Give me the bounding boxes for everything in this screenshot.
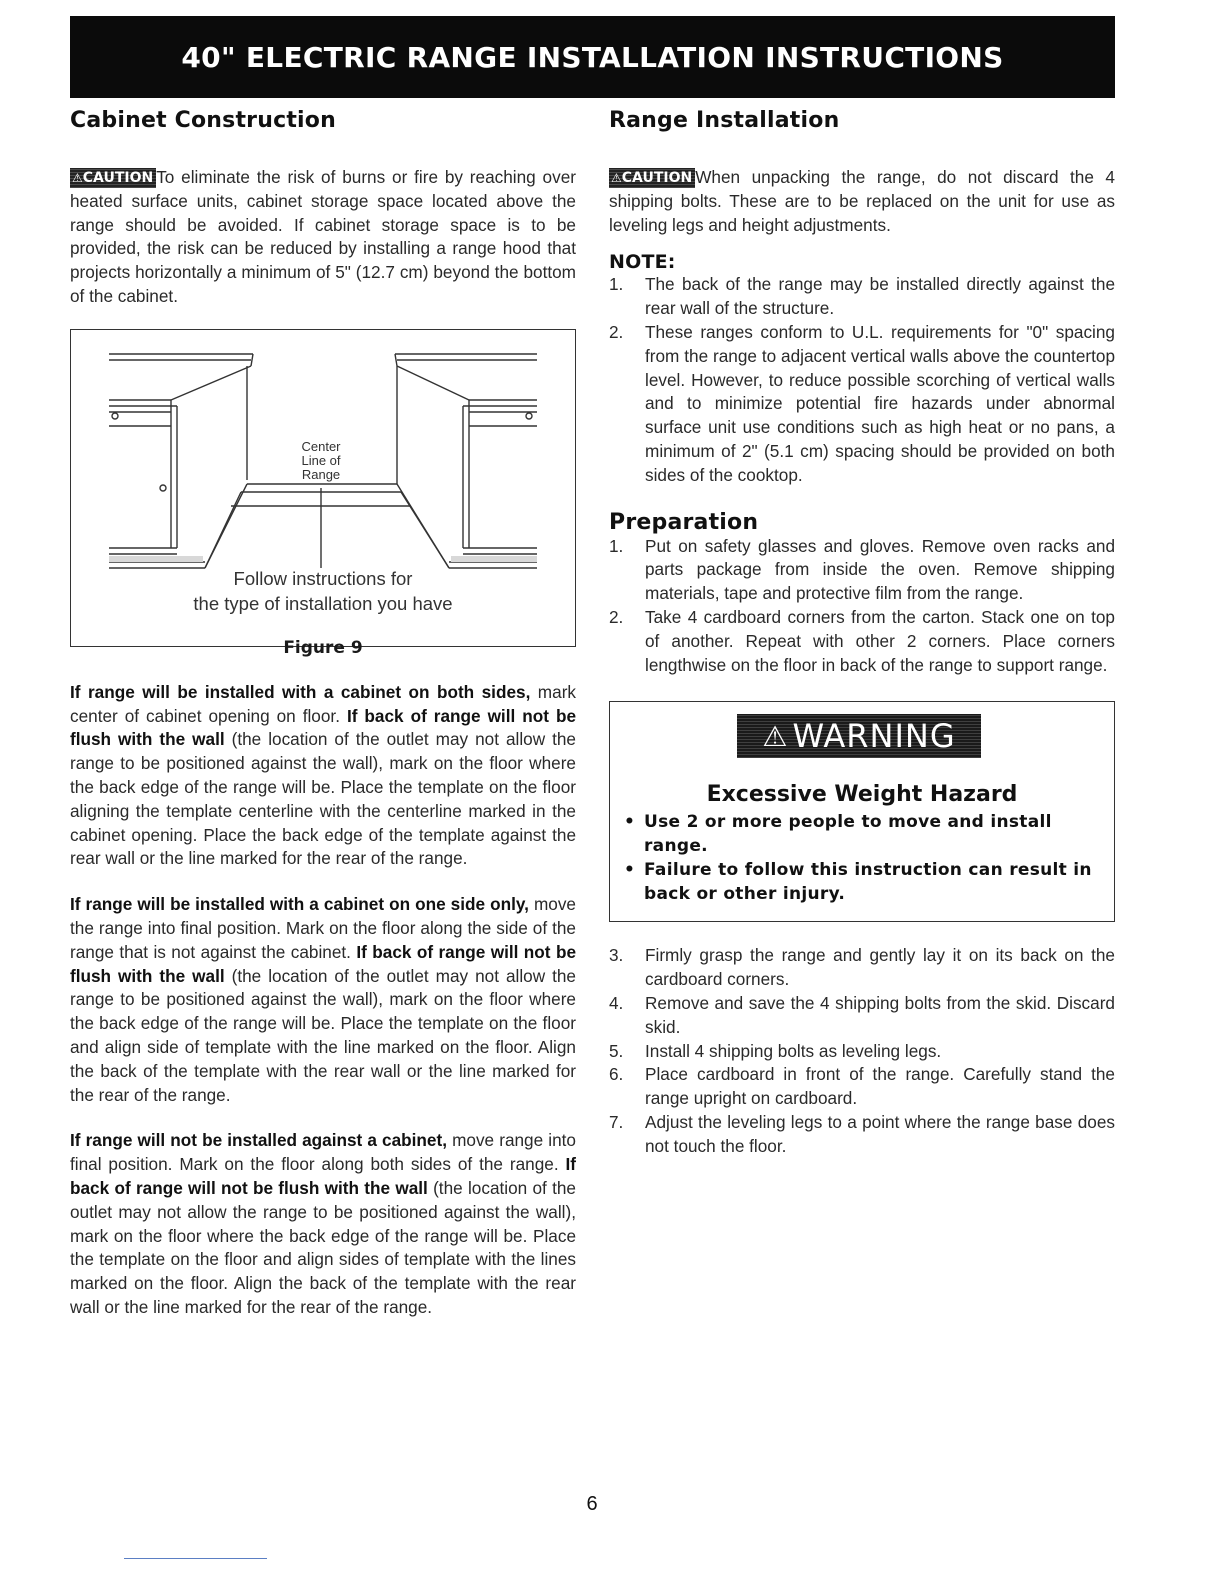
no-cabinet-paragraph <box>70 1129 576 1319</box>
cabinet-construction-section <box>70 108 576 1320</box>
cabinet-caution-text: To eliminate the risk of burns or fire by reaching over heated surface units, cabinet storage space located above the range should be avoided. If cabinet storage space is to be provided, the risk can be reduced by installing a range hood that projects horizontally a minimum of 5" (12.7 cm) beyond the bottom of the cabinet. <box>70 167 576 306</box>
bold-lead: If range will not be installed against a cabinet, <box>70 1130 447 1151</box>
warning-badge <box>737 714 981 758</box>
list-item <box>609 1040 1115 1064</box>
warning-label: WARNING <box>792 717 956 756</box>
center-line-label-3: Range <box>301 466 341 482</box>
list-item <box>609 273 1115 321</box>
list-item <box>609 992 1115 1040</box>
note-list <box>609 273 1115 487</box>
figure-caption-line-2: the type of installation you have <box>193 592 453 614</box>
list-number: 2. <box>609 321 624 342</box>
bullet-icon: • <box>624 812 636 833</box>
center-line-label-2: Line of <box>301 452 341 468</box>
warning-triangle-icon: ⚠ <box>762 719 789 753</box>
bullet-icon: • <box>624 860 636 881</box>
list-item <box>609 1063 1115 1111</box>
bold-lead: If back of range will not be flush with the wall <box>70 941 576 986</box>
warning-triangle-icon: ⚠ <box>611 171 622 185</box>
list-text: Adjust the leveling legs to a point where the range base does not touch the floor. <box>645 1111 1115 1156</box>
caution-badge <box>609 168 695 188</box>
warning-box <box>609 701 1115 922</box>
center-line-label-1: Center <box>301 438 341 454</box>
bold-lead: If range will be installed with a cabinet on one side only, <box>70 894 529 915</box>
list-text: Firmly grasp the range and gently lay it on its back on the cardboard corners. <box>645 945 1115 990</box>
list-number: 3. <box>609 945 624 966</box>
warning-title: Excessive Weight Hazard <box>706 782 1018 808</box>
list-item <box>609 944 1115 992</box>
list-text: Place cardboard in front of the range. Carefully stand the range upright on cardboard. <box>645 1064 1115 1109</box>
list-item <box>609 321 1115 488</box>
list-item <box>609 606 1115 677</box>
page-number: 6 <box>586 1493 598 1515</box>
list-number: 4. <box>609 992 624 1013</box>
list-number: 5. <box>609 1040 624 1061</box>
caution-label: CAUTION <box>82 170 154 186</box>
caution-badge <box>70 168 156 188</box>
preparation-steps-2 <box>609 944 1115 1158</box>
body-text: (the location of the outlet may not allow the range to be positioned against the wall), mark on the floor where the back edge of the range will be. Place the template on the floor aligning the template centerline with the centerline marked in the cabinet opening. Place the back edge of the template against the rear wall or the line marked for the rear of the range. <box>70 729 576 869</box>
range-installation-section <box>609 108 1115 1159</box>
list-number: 2. <box>609 606 624 627</box>
range-installation-heading: Range Installation <box>609 108 840 133</box>
figure-9-cabinet-diagram <box>70 329 576 658</box>
warning-bullets <box>624 810 1102 906</box>
cabinet-caution-paragraph <box>70 166 576 309</box>
list-text: Take 4 cardboard corners from the carton. Stack one on top of another. Repeat with other 2 corners. Place corners lengthwise on the floor in back of the range to support range. <box>645 606 1115 675</box>
warning-bullet <box>624 810 1102 858</box>
list-number: 6. <box>609 1064 624 1085</box>
list-text: The back of the range may be installed directly against the rear wall of the structure. <box>645 274 1115 319</box>
list-number: 1. <box>609 274 624 295</box>
cabinet-construction-heading: Cabinet Construction <box>70 108 336 133</box>
list-text: Install 4 shipping bolts as leveling legs. <box>645 1040 942 1061</box>
body-text: mark center of cabinet opening on floor. <box>70 681 577 726</box>
both-sides-paragraph <box>70 681 576 871</box>
list-item <box>609 535 1115 606</box>
warning-bullet-text: Use 2 or more people to move and install range. <box>644 812 1052 857</box>
warning-bullet <box>624 858 1102 906</box>
range-caution-paragraph <box>609 166 1115 237</box>
list-number: 7. <box>609 1111 624 1132</box>
warning-bullet-text: Failure to follow this instruction can result in back or other injury. <box>644 860 1092 905</box>
caution-label: CAUTION <box>621 170 693 186</box>
list-number: 1. <box>609 535 624 556</box>
range-caution-text: When unpacking the range, do not discard the 4 shipping bolts. These are to be replaced on the unit for use as leveling legs and height adjustments. <box>609 167 1115 235</box>
bold-lead: If back of range will not be flush with the wall <box>70 1154 576 1198</box>
warning-triangle-icon: ⚠ <box>72 171 83 185</box>
preparation-steps-1 <box>609 535 1115 678</box>
bold-lead: If range will be installed with a cabinet on both sides, <box>70 681 531 702</box>
list-text: Put on safety glasses and gloves. Remove oven racks and parts package from inside the oven. Remove shipping materials, tape and protective film from the range. <box>645 535 1115 604</box>
note-heading: NOTE: <box>609 251 676 274</box>
figure-caption-line-1: Follow instructions for <box>233 567 413 589</box>
page-title: 40" ELECTRIC RANGE INSTALLATION INSTRUCTIONS <box>181 40 1004 74</box>
figure-number: Figure 9 <box>283 637 363 658</box>
list-text: Remove and save the 4 shipping bolts from the skid. Discard skid. <box>645 992 1115 1037</box>
footer-divider <box>124 1558 267 1559</box>
body-text: (the location of the outlet may not allow the range to be positioned against the wall), mark on the floor where the back edge of the range will be. Place the template on the floor and align sides of template with the lines marked on the floor. Align the back of the template with the rear wall or the line marked for the rear of the range. <box>70 1177 576 1317</box>
body-text: move range into final position. Mark on the floor along both sides of the range. <box>70 1130 576 1175</box>
list-item <box>609 1111 1115 1159</box>
bold-lead: If back of range will not be flush with the wall <box>70 705 576 750</box>
one-side-paragraph <box>70 893 576 1107</box>
page-header-banner <box>70 16 1115 98</box>
preparation-heading: Preparation <box>609 509 759 535</box>
body-text: move the range into final position. Mark on the floor along the side of the range that is not against the cabinet. <box>70 894 576 962</box>
list-text: These ranges conform to U.L. requirements for "0" spacing from the range to adjacent vertical walls above the countertop level. However, to reduce possible scorching of vertical walls and to minimize potential fire hazards under abnormal surface unit use conditions such as high heat or no pans, a minimum of 2" (5.1 cm) spacing should be provided on both sides of the cooktop. <box>645 321 1115 485</box>
body-text: (the location of the outlet may not allow the range to be positioned against the wall), mark on the floor where the back edge of the range will be. Place the template on the floor and align side of template with the line marked on the floor. Align the back of the template with the rear wall or the line marked for the rear of the range. <box>70 965 576 1105</box>
